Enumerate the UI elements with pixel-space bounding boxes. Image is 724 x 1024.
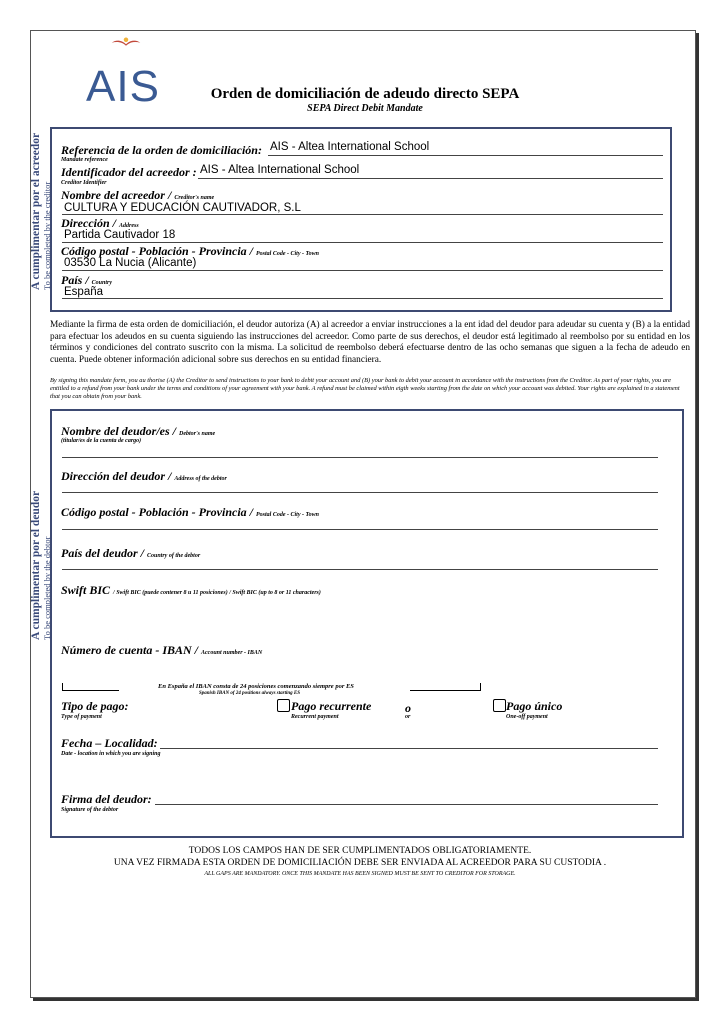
debtor-postal-sub: Postal Code - City - Town (256, 512, 319, 518)
debtor-iban-sub: Account number - IBAN (201, 650, 263, 656)
payment-type-label: Tipo de pago: (61, 699, 129, 713)
mandate-ref-line (268, 155, 663, 156)
debtor-addr-label-text: Dirección del deudor / (61, 469, 172, 483)
signature-label: Firma del deudor: (61, 792, 152, 806)
creditor-country-line (62, 298, 663, 299)
debtor-addr-line[interactable] (62, 492, 658, 493)
debtor-country-sub: Country of the debtor (147, 553, 201, 559)
debtor-country-label-text: País del deudor / (61, 546, 144, 560)
iban-bracket-left[interactable] (62, 683, 119, 691)
logo-text: AIS (86, 62, 160, 111)
or-label: o (405, 701, 411, 715)
debtor-name-sub: Debtor's name (179, 431, 216, 437)
footer-line-3: ALL GAPS ARE MANDATORY. ONCE THIS MANDATE HAS BEEN SIGNED MUST BE SENT TO CREDITOR FOR STORAGE. (204, 871, 516, 877)
creditor-postal-line (62, 270, 663, 271)
debtor-iban-label-text: Número de cuenta - IBAN / (61, 643, 199, 657)
iban-bracket-right[interactable] (410, 683, 481, 691)
recurrent-payment-checkbox[interactable] (277, 699, 290, 712)
signature-sub: Signature of the debtor (61, 807, 119, 813)
document-subtitle: SEPA Direct Debit Mandate (307, 103, 423, 114)
creditor-addr-line (62, 242, 663, 243)
one-off-payment-checkbox[interactable] (493, 699, 506, 712)
iban-note-en: Spanish IBAN of 24 positions always starting ES (199, 691, 301, 696)
mandate-ref-sub: Mandate reference (61, 157, 108, 163)
mandate-ref-label: Referencia de la orden de domiciliación: (61, 143, 262, 157)
creditor-postal-label-text: Código postal - Población - Provincia / (61, 244, 253, 258)
creditor-side-label (30, 133, 52, 290)
creditor-id-value[interactable]: AIS - Altea International School (200, 164, 360, 176)
creditor-country-label-text: País / (61, 273, 89, 287)
creditor-side-sub: To be completed by the creditor (42, 181, 52, 290)
debtor-country-label (61, 546, 200, 561)
creditor-id-sub: Creditor Identifier (61, 180, 107, 186)
legal-text-es: Mediante la firma de esta orden de domiciliación, el deudor autoriza (A) al acreedor a enviar instrucciones a la ent idad del deudor para adeudar su cuenta y (B) a la entidad para efectuar los adeudos en su cuenta siguiendo las instrucciones del acreedor. Como parte de sus derechos, el deudor está legitimado al reembolso por su entidad en los términos y condiciones del contrato suscrito con la misma. La solicitud de reembolso deberá efectuarse dentro de las ocho semanas que siguen a la fecha de adeudo en cuenta. Puede obtener información adicional sobre sus derechos en su entidad financiera. (50, 320, 690, 365)
debtor-side-main: A cumplimentar por el deudor (30, 490, 42, 640)
creditor-name-value[interactable]: CULTURA Y EDUCACIÓN CAUTIVADOR, S.L (64, 202, 301, 214)
debtor-postal-label (61, 505, 319, 520)
creditor-country-sub: Country (91, 280, 113, 286)
date-location-line[interactable] (160, 748, 658, 749)
creditor-name-line (62, 214, 663, 215)
legal-text-en: By signing this mandate form, you au thorise (A) the Creditor to send instructions to your bank to debit your account and (B) your bank to debit your account in accordance with the instructions from the Creditor. As part of your rights, you are entitled to a refund from your bank under the terms and conditions of your agreement with your bank. A refund must be claimed within eigth weeks starting from the date on which your account was debited. Your rights are explained in a statement that you can obtain from your bank. (50, 377, 680, 400)
creditor-id-label: Identificador del acreedor : (61, 165, 197, 179)
debtor-addr-sub: Address of the debtor (174, 476, 227, 482)
iban-note: En España el IBAN consta de 24 posiciones comenzando siempre por ES (158, 683, 354, 690)
creditor-addr-value[interactable]: Partida Cautivador 18 (64, 229, 176, 241)
debtor-side-sub: To be completed by the debtor (42, 536, 52, 640)
creditor-addr-label-text: Dirección / (61, 216, 116, 230)
debtor-bic-label (61, 583, 321, 598)
signature-line[interactable] (155, 804, 658, 805)
footer-line-2: UNA VEZ FIRMADA ESTA ORDEN DE DOMICILIACIÓN DEBE SER ENVIADA AL ACREEDOR PARA SU CUSTODIA . (113, 858, 607, 868)
debtor-name-sub2: (titular/es de la cuenta de cargo) (61, 438, 142, 444)
creditor-postal-sub: Postal Code - City - Town (256, 251, 319, 257)
footer-line-1: TODOS LOS CAMPOS HAN DE SER CUMPLIMENTADOS OBLIGATORIAMENTE. (188, 846, 532, 856)
creditor-name-sub: Creditor's name (174, 195, 215, 201)
debtor-postal-label-text: Código postal - Población - Provincia / (61, 505, 253, 519)
payment-type-sub: Type of payment (61, 714, 102, 720)
recurrent-payment-label: Pago recurrente (291, 699, 372, 713)
debtor-addr-label (61, 469, 227, 484)
debtor-iban-label (61, 643, 262, 658)
mandate-ref-value[interactable]: AIS - Altea International School (270, 141, 430, 153)
or-sub: or (405, 714, 411, 720)
creditor-name-label-text: Nombre del acreedor / (61, 188, 172, 202)
date-location-label: Fecha – Localidad: (61, 736, 158, 750)
one-off-payment-label: Pago único (506, 699, 563, 713)
creditor-country-value[interactable]: España (64, 286, 104, 298)
debtor-country-line[interactable] (62, 569, 658, 570)
one-off-payment-sub: One-off payment (506, 714, 548, 720)
document-title: Orden de domiciliación de adeudo directo SEPA (210, 86, 520, 102)
debtor-name-label-text: Nombre del deudor/es / (61, 424, 176, 438)
debtor-bic-sub: / Swift BIC (puede contener 8 u 11 posiciones) / Swift BIC (up to 8 or 11 characters) (113, 590, 321, 596)
creditor-postal-value[interactable]: 03530 La Nucia (Alicante) (64, 257, 197, 269)
debtor-side-label (30, 491, 52, 640)
debtor-name-label (61, 424, 215, 439)
debtor-name-line[interactable] (62, 457, 658, 458)
creditor-addr-sub: Address (119, 223, 139, 229)
creditor-id-line (198, 178, 663, 179)
debtor-bic-label-text: Swift BIC (61, 583, 111, 597)
creditor-name-label (61, 188, 214, 203)
creditor-side-main: A cumplimentar por el acreedor (30, 132, 42, 290)
debtor-postal-line[interactable] (62, 529, 658, 530)
recurrent-payment-sub: Recurrent payment (291, 714, 339, 720)
date-location-sub: Date - location in which you are signing (61, 751, 161, 757)
